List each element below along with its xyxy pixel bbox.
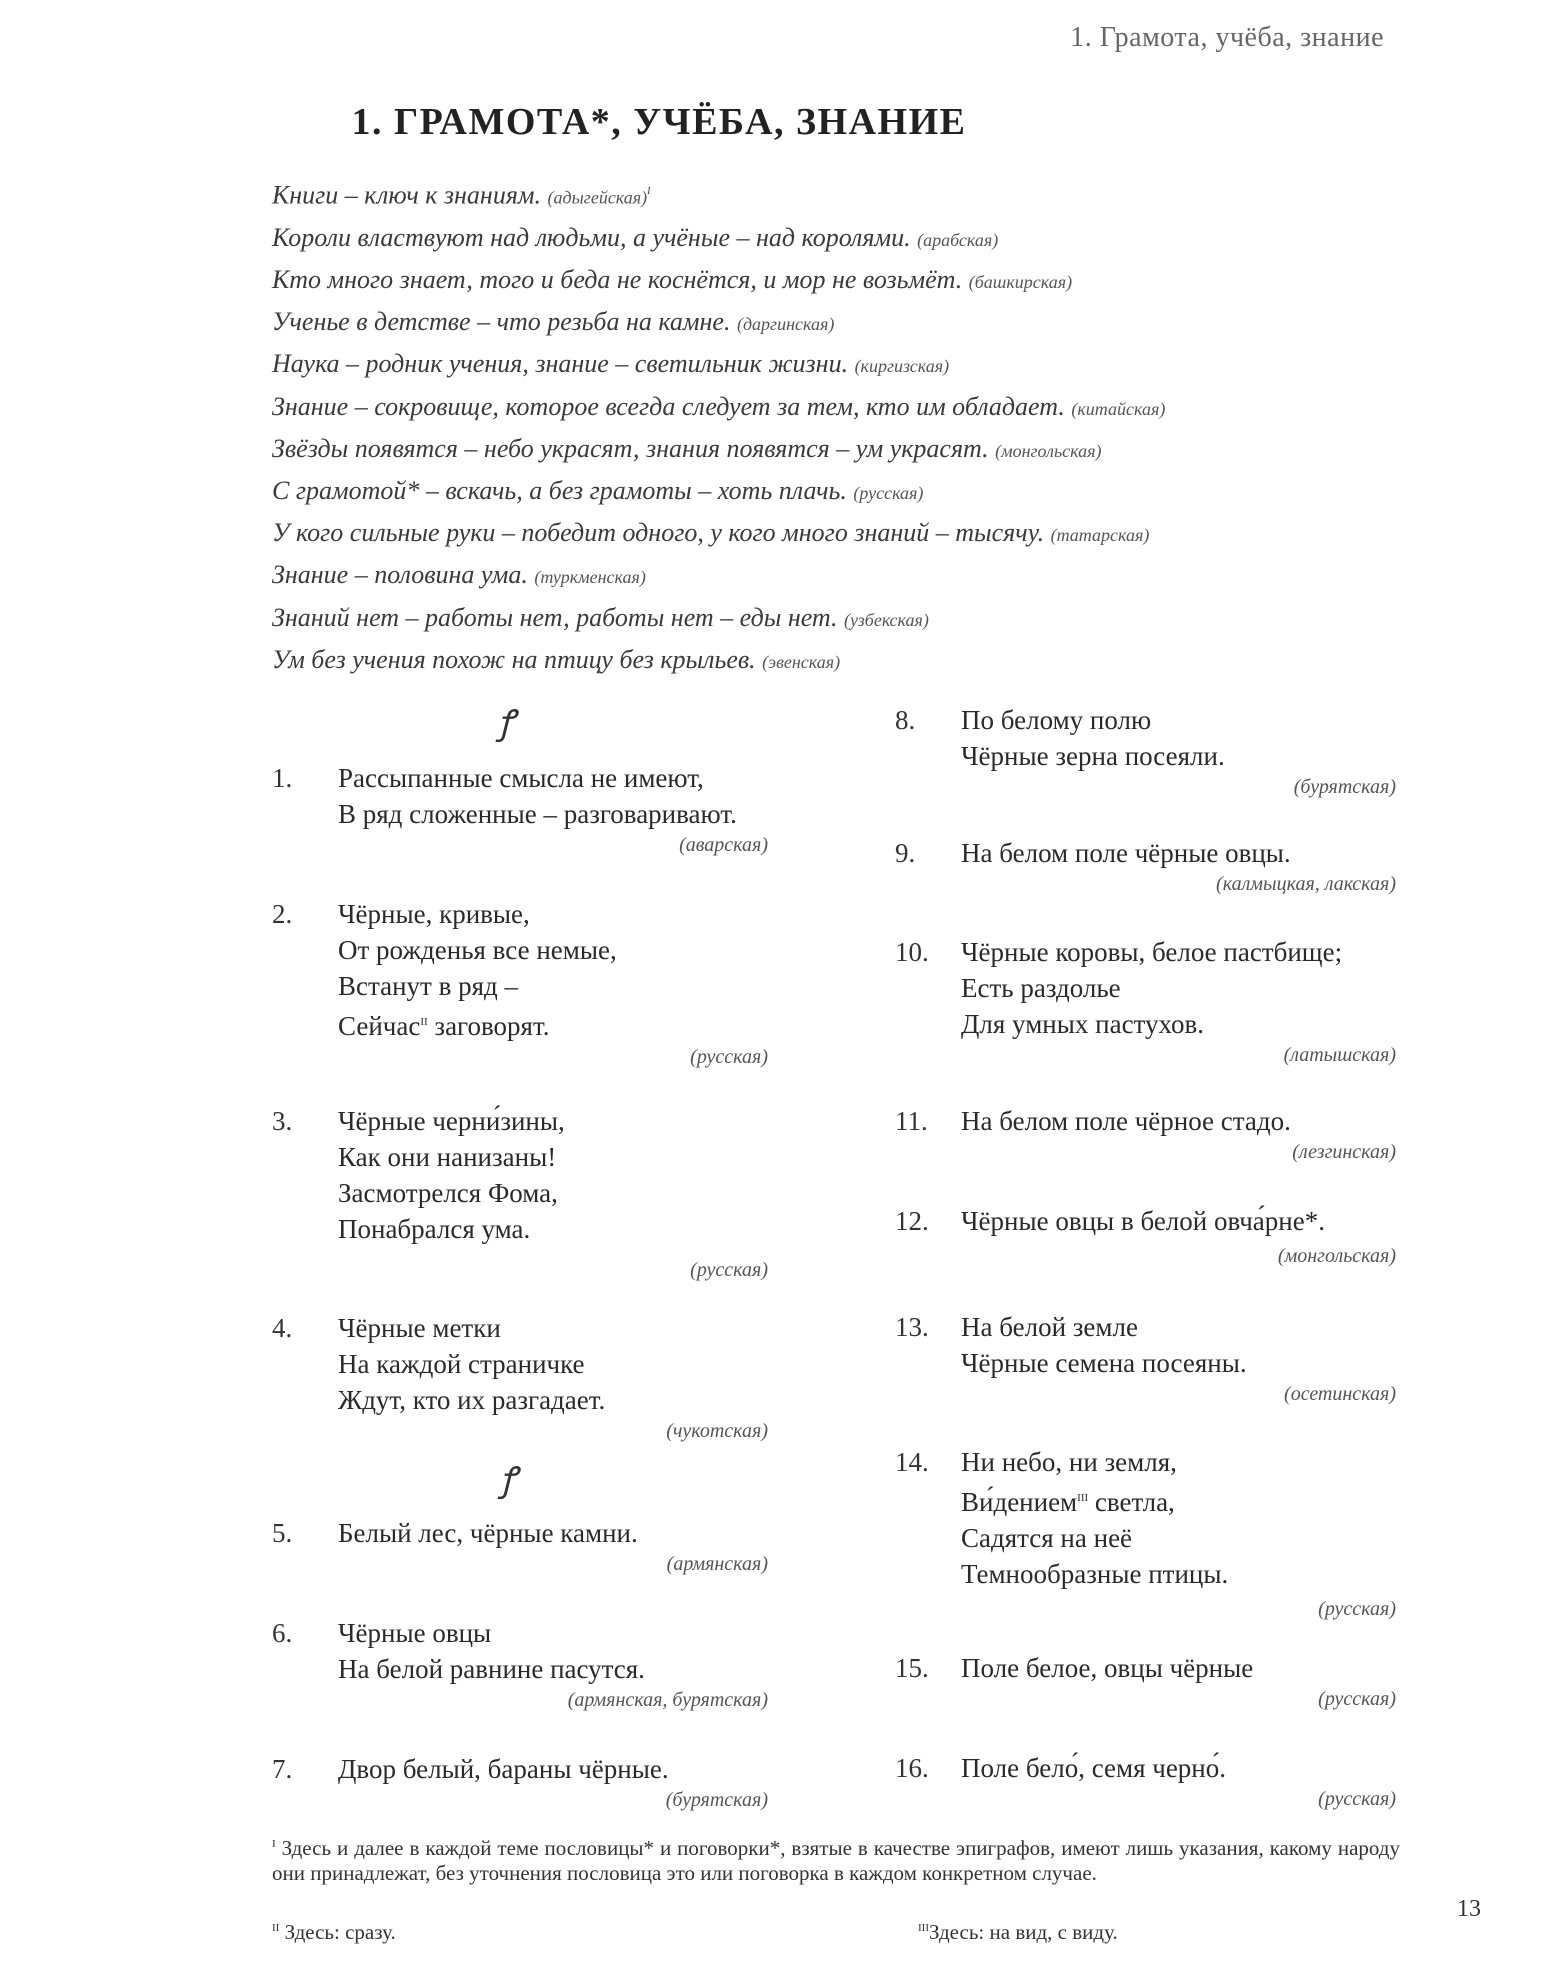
riddle-2 — [272, 896, 772, 1070]
riddle-origin: (бурятская) — [665, 1789, 768, 1811]
epigraph — [272, 387, 1165, 429]
epigraph-text: Короли властвуют над людьми, а учёные – над королями. — [272, 222, 911, 252]
epigraph-origin: (татарская) — [1050, 525, 1150, 546]
riddle-line: Рассыпанные смысла не имеют, — [338, 763, 704, 793]
epigraph-origin: (киргизская) — [854, 356, 950, 377]
riddle-line: По белому полю — [961, 705, 1152, 735]
riddle-line: Поле белое, овцы чёрные — [961, 1653, 1254, 1683]
epigraph — [272, 555, 1165, 597]
riddle-line: Как они нанизаны! — [338, 1142, 557, 1172]
epigraph-text: Знание – половина ума. — [272, 560, 528, 590]
epigraph — [272, 302, 1165, 344]
epigraph-origin: (арабская) — [917, 229, 999, 250]
riddle-6 — [272, 1615, 772, 1713]
riddle-15 — [895, 1650, 1400, 1712]
epigraph-origin: (русская) — [853, 483, 924, 504]
riddle-13 — [895, 1309, 1400, 1407]
page-number: 13 — [1457, 1896, 1481, 1922]
riddle-line: Белый лес, чёрные камни. — [338, 1518, 638, 1548]
epigraph-origin: (адыгейская) — [547, 187, 648, 208]
epigraph — [272, 640, 1165, 682]
riddle-number: 13. — [895, 1312, 929, 1342]
footnote-text: Здесь и далее в каждой теме пословицы* и поговорки*, взятые в качестве эпиграфов, имеют лишь указания, какому народу они принадлежат, без уточнения пословица это или поговорка в каждом конкретном случае. — [272, 1836, 1400, 1885]
riddle-7 — [272, 1751, 772, 1813]
riddle-line: На белой равнине пасутся. — [338, 1654, 645, 1684]
epigraph-text: Знаний нет – работы нет, работы нет – еды нет. — [272, 602, 838, 632]
riddle-number: 12. — [895, 1206, 929, 1236]
epigraph-origin: (даргинская) — [736, 314, 835, 335]
riddle-line: На белом поле чёрное стадо. — [961, 1106, 1291, 1136]
riddle-line: Чёрные метки — [338, 1313, 501, 1343]
epigraph-text: Ум без учения похож на птицу без крыльев. — [272, 644, 756, 674]
epigraph — [272, 344, 1165, 386]
riddle-number: 5. — [272, 1518, 293, 1548]
riddle-origin: (чукотская) — [666, 1420, 768, 1442]
running-header: 1. Грамота, учёба, знание — [1070, 22, 1384, 53]
riddle-origin: (русская) — [690, 1046, 768, 1068]
riddle-line: Чёрные, кривые, — [338, 899, 530, 929]
riddle-line: Понабрался ума. — [338, 1214, 531, 1244]
footnote-third — [918, 1920, 1118, 1945]
epigraph-text: С грамотой* – вскачь, а без грамоты – хоть плачь. — [272, 476, 847, 506]
epigraph-text: Книги – ключ к знаниям. — [272, 180, 542, 210]
epigraph — [272, 598, 1165, 640]
epigraph — [272, 260, 1165, 302]
riddle-number: 4. — [272, 1313, 293, 1343]
riddle-number: 15. — [895, 1653, 929, 1683]
ornament-icon: ꝭ — [500, 1460, 517, 1500]
riddle-line: Засмотрелся Фома, — [338, 1178, 558, 1208]
epigraph — [272, 429, 1165, 471]
riddle-number: 9. — [895, 838, 916, 868]
footnote-mark: I — [272, 1838, 276, 1850]
riddle-origin: (латышская) — [1283, 1044, 1396, 1066]
epigraph-origin: (туркменская) — [534, 567, 646, 588]
footnote-text: Здесь: сразу. — [284, 1920, 396, 1944]
riddle-number: 11. — [895, 1106, 928, 1136]
riddle-line: Чёрные черни́зины, — [338, 1106, 565, 1136]
riddle-origin: (осетинская) — [1284, 1383, 1396, 1405]
riddle-10 — [895, 934, 1400, 1068]
riddle-origin: (бурятская) — [1293, 776, 1396, 798]
riddle-line: На белом поле чёрные овцы. — [961, 838, 1291, 868]
riddle-line: Чёрные семена посеяны. — [961, 1348, 1247, 1378]
riddle-line: Чёрные овцы в белой овча́рне*. — [961, 1206, 1325, 1236]
riddle-line: Двор белый, бараны чёрные. — [338, 1754, 669, 1784]
epigraph — [272, 471, 1165, 513]
riddle-line: В ряд сложенные – разговаривают. — [338, 799, 737, 829]
epigraph-origin: (башкирская) — [968, 272, 1073, 293]
riddle-line: Чёрные овцы — [338, 1618, 492, 1648]
riddle-number: 1. — [272, 763, 293, 793]
riddle-origin: (лезгинская) — [1292, 1141, 1396, 1163]
riddle-line: Для умных пастухов. — [961, 1009, 1204, 1039]
riddle-11 — [895, 1103, 1400, 1165]
riddle-origin: (монгольская) — [1277, 1245, 1396, 1267]
riddle-line: Садятся на неё — [961, 1523, 1133, 1553]
footnote-ref: III — [1077, 1492, 1089, 1504]
riddle-3 — [272, 1103, 772, 1283]
riddle-origin: (русская) — [690, 1259, 768, 1281]
footnote-ref: I — [647, 186, 651, 197]
riddle-9 — [895, 835, 1400, 897]
footnote-second — [272, 1920, 396, 1945]
riddle-number: 8. — [895, 705, 916, 735]
riddle-origin: (калмыцкая, лакская) — [1216, 873, 1396, 895]
epigraph-text: Ученье в детстве – что резьба на камне. — [272, 307, 731, 337]
riddle-line: Есть раздолье — [961, 973, 1121, 1003]
riddle-number: 3. — [272, 1106, 293, 1136]
epigraph-text: У кого сильные руки – победит одного, у кого много знаний – тысячу. — [272, 518, 1045, 548]
riddle-8 — [895, 702, 1400, 800]
riddle-origin: (аварская) — [679, 834, 768, 856]
epigraph-list — [272, 172, 1165, 682]
riddle-number: 10. — [895, 937, 929, 967]
riddle-line: На каждой страничке — [338, 1349, 585, 1379]
riddle-origin: (русская) — [1318, 1598, 1396, 1620]
riddle-5 — [272, 1515, 772, 1577]
epigraph — [272, 172, 1165, 218]
epigraph-origin: (китайская) — [1071, 398, 1166, 419]
footnote-main — [272, 1832, 1400, 1886]
ornament-icon: ꝭ — [498, 703, 515, 743]
riddle-line: На белой земле — [961, 1312, 1138, 1342]
riddle-line: От рожденья все немые, — [338, 935, 617, 965]
riddle-origin: (армянская, бурятская) — [567, 1689, 768, 1711]
riddle-number: 2. — [272, 899, 293, 929]
riddle-line: Чёрные зерна посеяли. — [961, 741, 1225, 771]
riddle-number: 7. — [272, 1754, 293, 1784]
riddle-1 — [272, 760, 772, 858]
riddle-origin: (русская) — [1318, 1788, 1396, 1810]
epigraph — [272, 218, 1165, 260]
riddle-line: Поле бело́, семя черно́. — [961, 1753, 1227, 1783]
epigraph-text: Кто много знает, того и беда не коснётся, и мор не возьмёт. — [272, 265, 963, 295]
riddle-number: 14. — [895, 1447, 929, 1477]
epigraph-text: Наука – родник учения, знание – светильник жизни. — [272, 349, 849, 379]
riddle-number: 6. — [272, 1618, 293, 1648]
footnote-mark: III — [918, 1922, 929, 1934]
epigraph-origin: (монгольская) — [995, 440, 1102, 461]
epigraph-text: Знание – сокровище, которое всегда следует за тем, кто им обладает. — [272, 391, 1065, 421]
riddle-4 — [272, 1310, 772, 1444]
riddle-line-with-note: Сейчас$^{II}$ заговорят. — [338, 1011, 550, 1041]
riddle-line-with-note: Ви́дением$^{III}$ светла, — [961, 1487, 1175, 1517]
riddle-number: 16. — [895, 1753, 929, 1783]
riddle-14 — [895, 1444, 1400, 1622]
riddle-line: Встанут в ряд – — [338, 971, 519, 1001]
riddle-12 — [895, 1203, 1400, 1269]
riddle-line: Чёрные коровы, белое пастбище; — [961, 937, 1343, 967]
epigraph — [272, 513, 1165, 555]
footnote-text: Здесь: на вид, с виду. — [929, 1920, 1118, 1944]
riddle-line: Ждут, кто их разгадает. — [338, 1385, 606, 1415]
footnote-ref: II — [420, 1016, 428, 1028]
epigraph-origin: (эвенская) — [762, 651, 841, 672]
epigraph-origin: (узбекская) — [844, 609, 929, 630]
epigraph-text: Звёзды появятся – небо украсят, знания появятся – ум украсят. — [272, 433, 989, 463]
riddle-16 — [895, 1750, 1400, 1812]
riddle-line: Ни небо, ни земля, — [961, 1447, 1177, 1477]
chapter-title: 1. ГРАМОТА*, УЧЁБА, ЗНАНИЕ — [351, 101, 967, 143]
riddle-origin: (русская) — [1318, 1688, 1396, 1710]
riddle-line: Темнообразные птицы. — [961, 1559, 1229, 1589]
riddle-origin: (армянская) — [666, 1553, 768, 1575]
footnote-mark: II — [272, 1922, 280, 1934]
